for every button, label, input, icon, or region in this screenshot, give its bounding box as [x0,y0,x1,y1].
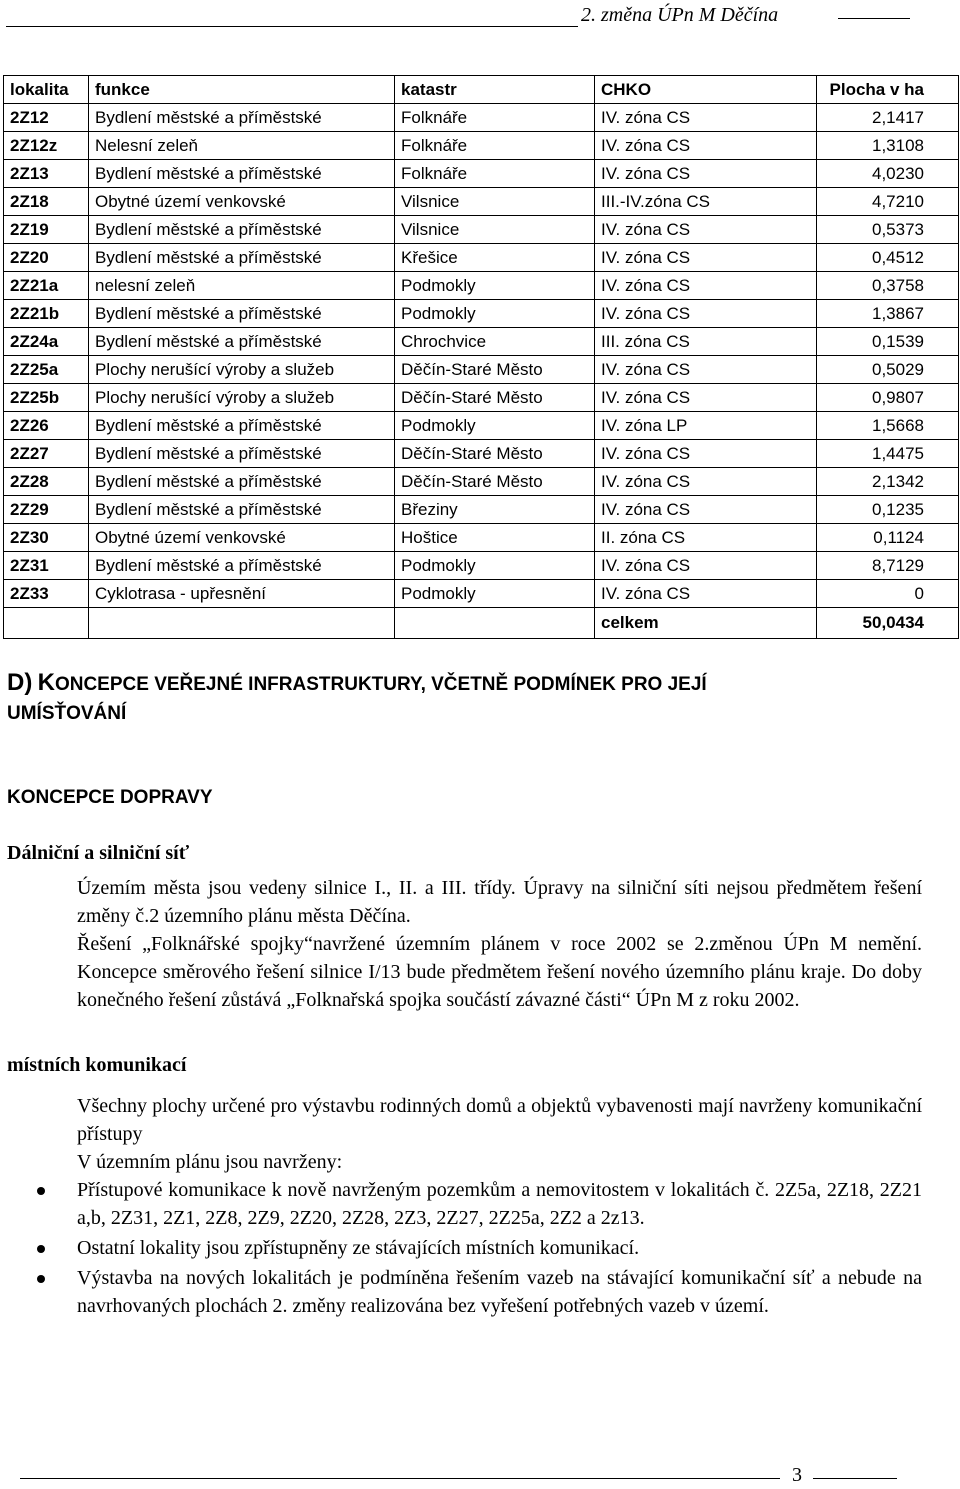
cell-lokalita: 2Z33 [4,580,89,608]
col-header-katastr: katastr [395,76,595,104]
localities-table [3,75,959,639]
cell-katastr: Folknáře [395,132,595,160]
list-item-text: Ostatní lokality jsou zpřístupněny ze stávajících místních komunikací. [77,1237,640,1259]
cell-chko: IV. zóna CS [595,440,817,468]
cell-plocha: 0,5373 [817,216,959,244]
table-row [4,524,959,552]
cell-plocha: 2,1342 [817,468,959,496]
section-initial: K [37,669,55,696]
cell-katastr: Děčín-Staré Město [395,356,595,384]
bullet-icon [37,1187,45,1195]
cell-funkce: Obytné území venkovské [89,188,395,216]
cell-chko: IV. zóna CS [595,272,817,300]
cell-lokalita: 2Z21b [4,300,89,328]
cell-plocha: 0,4512 [817,244,959,272]
col-header-lokalita: lokalita [4,76,89,104]
cell-plocha: 0,3758 [817,272,959,300]
cell-chko: IV. zóna CS [595,300,817,328]
local-roads-heading: místních komunikací [7,1054,187,1076]
cell-plocha: 1,3867 [817,300,959,328]
cell-plocha: 8,7129 [817,552,959,580]
cell-plocha: 0,1235 [817,496,959,524]
table-row [4,384,959,412]
table-total-row [4,608,959,639]
cell-lokalita: 2Z30 [4,524,89,552]
cell-lokalita: 2Z25a [4,356,89,384]
cell-funkce: Bydlení městské a příměstské [89,300,395,328]
cell-chko: IV. zóna LP [595,412,817,440]
table-body [4,104,959,639]
cell-funkce: Bydlení městské a příměstské [89,244,395,272]
cell-chko: IV. zóna CS [595,580,817,608]
total-label: celkem [595,608,817,639]
table-header-row [4,76,959,104]
cell-plocha: 0 [817,580,959,608]
cell-funkce: Bydlení městské a příměstské [89,216,395,244]
cell-chko: IV. zóna CS [595,468,817,496]
cell-funkce: Bydlení městské a příměstské [89,160,395,188]
table-row [4,468,959,496]
cell-katastr: Podmokly [395,580,595,608]
roads-paragraph-1: Územím města jsou vedeny silnice I., II. a III. třídy. Úpravy na silniční síti nejsou předmětem řešení změny č.2 územního plánu města Děčína. [77,877,922,927]
local-paragraph-2: V územním plánu jsou navrženy: [77,1151,343,1173]
table-row [4,552,959,580]
total-value: 50,0434 [817,608,959,639]
cell-lokalita: 2Z28 [4,468,89,496]
cell-plocha: 1,5668 [817,412,959,440]
cell-chko: IV. zóna CS [595,496,817,524]
col-header-chko: CHKO [595,76,817,104]
cell-plocha: 4,0230 [817,160,959,188]
proposals-list [77,1176,922,1322]
table-row [4,496,959,524]
cell-katastr: Podmokly [395,300,595,328]
table-row [4,160,959,188]
cell-katastr: Hoštice [395,524,595,552]
empty-cell [4,608,89,639]
cell-lokalita: 2Z12 [4,104,89,132]
cell-lokalita: 2Z25b [4,384,89,412]
cell-funkce: Bydlení městské a příměstské [89,104,395,132]
cell-lokalita: 2Z31 [4,552,89,580]
cell-lokalita: 2Z27 [4,440,89,468]
cell-katastr: Podmokly [395,272,595,300]
col-header-plocha: Plocha v ha [817,76,959,104]
list-item [77,1176,922,1232]
cell-katastr: Podmokly [395,412,595,440]
cell-funkce: Bydlení městské a příměstské [89,440,395,468]
cell-lokalita: 2Z26 [4,412,89,440]
table-row [4,440,959,468]
cell-lokalita: 2Z12z [4,132,89,160]
cell-plocha: 0,9807 [817,384,959,412]
table-row [4,328,959,356]
cell-plocha: 0,5029 [817,356,959,384]
cell-chko: IV. zóna CS [595,356,817,384]
cell-chko: IV. zóna CS [595,384,817,412]
list-item [77,1234,922,1262]
table-row [4,244,959,272]
cell-chko: IV. zóna CS [595,132,817,160]
cell-katastr: Vilsnice [395,216,595,244]
cell-funkce: Bydlení městské a příměstské [89,468,395,496]
cell-lokalita: 2Z24a [4,328,89,356]
col-header-funkce: funkce [89,76,395,104]
section-title-line-1 [7,668,707,699]
section-title-line-2: UMÍSŤOVÁNÍ [7,703,127,724]
cell-katastr: Chrochvice [395,328,595,356]
footer-rule-right [813,1478,897,1479]
cell-lokalita: 2Z20 [4,244,89,272]
cell-lokalita: 2Z18 [4,188,89,216]
cell-chko: IV. zóna CS [595,160,817,188]
cell-chko: IV. zóna CS [595,244,817,272]
cell-lokalita: 2Z13 [4,160,89,188]
cell-chko: II. zóna CS [595,524,817,552]
cell-funkce: Bydlení městské a příměstské [89,412,395,440]
table-row [4,188,959,216]
cell-katastr: Březiny [395,496,595,524]
header-rule-left [6,26,578,27]
cell-lokalita: 2Z19 [4,216,89,244]
cell-plocha: 0,1539 [817,328,959,356]
cell-funkce: Bydlení městské a příměstské [89,552,395,580]
list-item-text: Výstavba na nových lokalitách je podmíněna řešením vazeb na stávající komunikační síť a nebude na navrhovaných plochách 2. změny realizována bez vyřešení potřebných vazeb v území. [77,1267,922,1317]
table-row [4,216,959,244]
table-row [4,132,959,160]
cell-plocha: 4,7210 [817,188,959,216]
section-title-rest: ONCEPCE VEŘEJNÉ INFRASTRUKTURY, VČETNĚ PODMÍNEK PRO JEJÍ [54,674,707,695]
cell-funkce: Plochy nerušící výroby a služeb [89,356,395,384]
cell-chko: IV. zóna CS [595,216,817,244]
cell-katastr: Podmokly [395,552,595,580]
page-number: 3 [792,1464,802,1486]
header-title: 2. změna ÚPn M Děčína [581,4,779,26]
table-row [4,356,959,384]
roads-heading: Dálniční a silniční síť [7,842,190,864]
cell-katastr: Folknáře [395,104,595,132]
cell-chko: IV. zóna CS [595,104,817,132]
cell-chko: IV. zóna CS [595,552,817,580]
section-letter: D) [7,669,33,696]
table-row [4,104,959,132]
table-row [4,272,959,300]
cell-katastr: Folknáře [395,160,595,188]
page-header [0,0,960,34]
section-title [7,668,707,728]
cell-plocha: 0,1124 [817,524,959,552]
bullet-icon [37,1245,45,1253]
cell-katastr: Děčín-Staré Město [395,468,595,496]
cell-funkce: Obytné území venkovské [89,524,395,552]
roads-paragraph-2: Řešení „Folknářské spojky“navržené územním plánem v roce 2002 se 2.změnou ÚPn M nemění. Koncepce směrového řešení silnice I/13 bude předmětem řešení nového územního plánu kraje. Do doby konečného řešení zůstává „Folknařská spojka součástí závazné části“ ÚPn M z roku 2002. [77,933,922,1011]
cell-lokalita: 2Z29 [4,496,89,524]
table-row [4,300,959,328]
empty-cell [395,608,595,639]
cell-katastr: Děčín-Staré Město [395,384,595,412]
cell-funkce: Bydlení městské a příměstské [89,496,395,524]
bullet-icon [37,1275,45,1283]
cell-funkce: Cyklotrasa - upřesnění [89,580,395,608]
header-rule-right [838,18,910,19]
cell-plocha: 1,4475 [817,440,959,468]
list-item [77,1264,922,1320]
cell-chko: III.-IV.zóna CS [595,188,817,216]
cell-plocha: 1,3108 [817,132,959,160]
cell-lokalita: 2Z21a [4,272,89,300]
empty-cell [89,608,395,639]
cell-katastr: Křešice [395,244,595,272]
cell-chko: III. zóna CS [595,328,817,356]
cell-funkce: Bydlení městské a příměstské [89,328,395,356]
cell-katastr: Děčín-Staré Město [395,440,595,468]
cell-funkce: Plochy nerušící výroby a služeb [89,384,395,412]
table-row [4,412,959,440]
table-row [4,580,959,608]
cell-katastr: Vilsnice [395,188,595,216]
local-paragraph-1: Všechny plochy určené pro výstavbu rodinných domů a objektů vybavenosti mají navrženy komunikační přístupy [77,1095,922,1145]
cell-funkce: nelesní zeleň [89,272,395,300]
cell-funkce: Nelesní zeleň [89,132,395,160]
subsection-title: KONCEPCE DOPRAVY [7,787,213,808]
list-item-text: Přístupové komunikace k nově navrženým pozemkům a nemovitostem v lokalitách č. 2Z5a, 2Z18, 2Z21 a,b, 2Z31, 2Z1, 2Z8, 2Z9, 2Z20, 2Z28, 2Z3, 2Z27, 2Z25a, 2Z2 a 2z13. [77,1179,922,1229]
footer-rule-left [20,1478,780,1479]
cell-plocha: 2,1417 [817,104,959,132]
